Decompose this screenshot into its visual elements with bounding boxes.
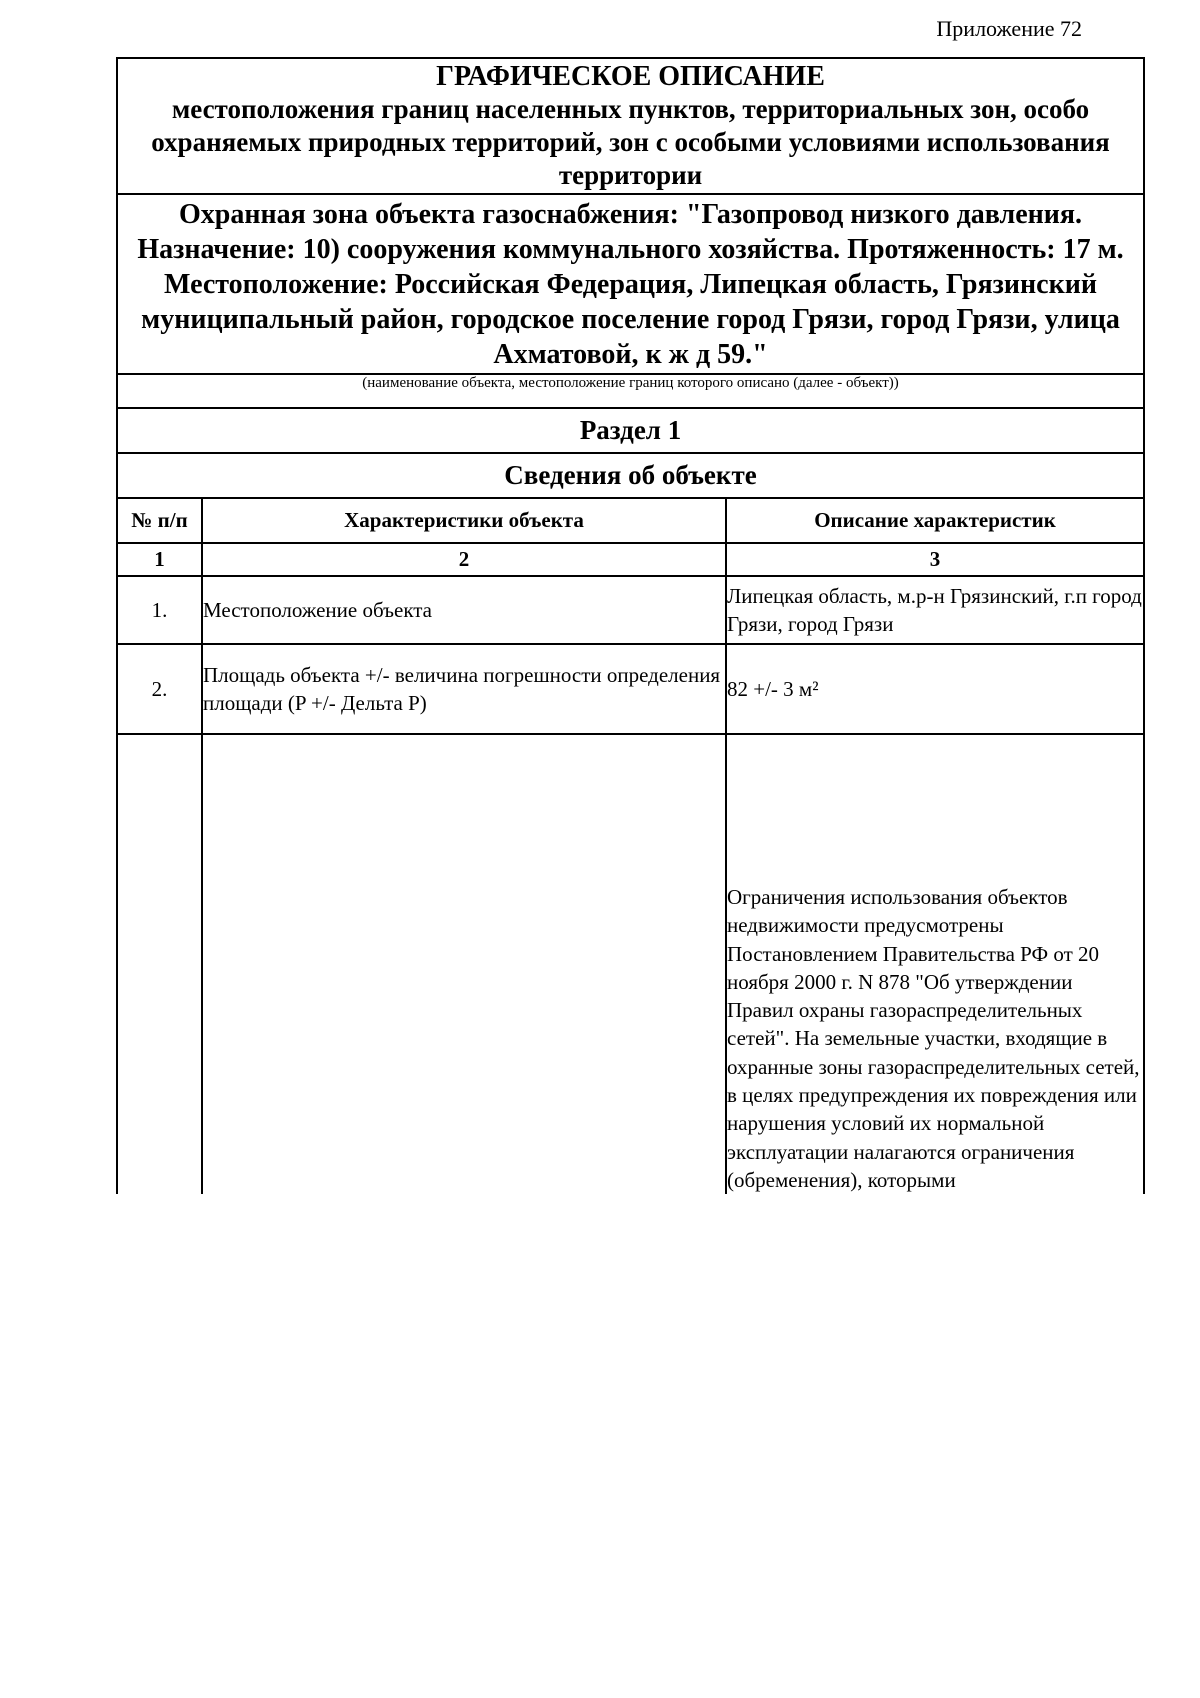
table-header-row [117,498,1144,543]
row-description: 82 +/- 3 м² [726,644,1144,734]
row-characteristic: Местоположение объекта [202,576,726,644]
document-title: ГРАФИЧЕСКОЕ ОПИСАНИЕ [436,61,825,92]
table-row [117,734,1144,1194]
row-characteristic [202,734,726,1194]
row-description-cell [726,734,1144,1194]
column-number: 3 [726,543,1144,576]
header-characteristic: Характеристики объекта [202,498,726,543]
table-row [117,644,1144,734]
column-number: 1 [117,543,202,576]
document-header [117,58,1144,194]
appendix-label: Приложение 72 [936,16,1082,41]
header-number: № п/п [117,498,202,543]
table-row [117,576,1144,644]
section-subtitle: Сведения об объекте [117,453,1144,498]
column-number-row [117,543,1144,576]
graphic-description-table [116,57,1145,1194]
row-number: 1. [117,576,202,644]
row-characteristic: Площадь объекта +/- величина погрешности определения площади (P +/- Дельта P) [202,644,726,734]
row-description: Ограничения использования объектов недвижимости предусмотрены Постановлением Правительства РФ от 20 ноября 2000 г. N 878 "Об утверждении Правил охраны газораспределительных сетей". На земельные участки, входящие в охранные зоны газораспределительных сетей, в целях предупреждения их повреждения или нарушения условий их нормальной эксплуатации налагаются ограничения (обременения), которыми [727,885,1140,1192]
column-number: 2 [202,543,726,576]
object-caption: (наименование объекта, местоположение границ которого описано (далее - объект)) [117,374,1144,408]
object-name: Охранная зона объекта газоснабжения: "Газопровод низкого давления. Назначение: 10) сооружения коммунального хозяйства. Протяженность: 17 м. Местоположение: Российская Федерация, Липецкая область, Грязинский муниципальный район, городское поселение город Грязи, город Грязи, улица Ахматовой, к ж д 59." [117,194,1144,374]
row-number: 2. [117,644,202,734]
header-description: Описание характеристик [726,498,1144,543]
row-number [117,734,202,1194]
section-title: Раздел 1 [117,408,1144,453]
document-subtitle: местоположения границ населенных пунктов, территориальных зон, особо охраняемых природных территорий, зон с особыми условиями использования территории [151,94,1110,190]
row-description: Липецкая область, м.р-н Грязинский, г.п город Грязи, город Грязи [726,576,1144,644]
